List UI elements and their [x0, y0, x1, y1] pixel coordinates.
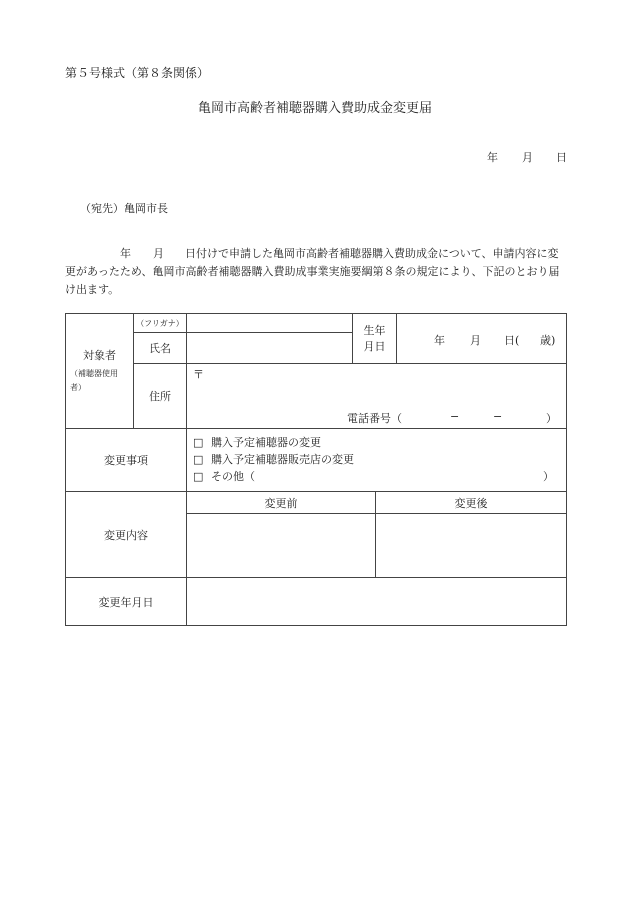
option-label: 購入予定補聴器販売店の変更 — [211, 453, 354, 466]
furigana-label: （フリガナ） — [134, 314, 187, 333]
checkbox[interactable]: □ — [193, 453, 204, 466]
birth-age-label: 歳) — [540, 334, 556, 347]
birth-month-label: 月 — [470, 334, 481, 347]
name-label: 氏名 — [134, 333, 187, 364]
addressee: （宛先）亀岡市長 — [80, 202, 168, 215]
after-label: 変更後 — [376, 492, 567, 514]
address-field[interactable] — [187, 364, 567, 429]
birth-year-label: 年 — [434, 334, 445, 347]
address-label: 住所 — [134, 364, 187, 429]
other-close: ） — [543, 470, 554, 483]
birth-label-2: 月日 — [363, 339, 386, 353]
subject-label: 対象者 — [83, 349, 116, 362]
change-content-label: 変更内容 — [66, 492, 187, 578]
before-label: 変更前 — [187, 492, 376, 514]
option-store[interactable] — [187, 451, 566, 468]
checkbox[interactable]: □ — [193, 436, 204, 449]
furigana-field[interactable] — [187, 314, 353, 333]
phone-dash-1: − — [450, 410, 460, 423]
subject-cell — [66, 314, 134, 429]
birth-day-label: 日( — [504, 334, 520, 347]
after-field[interactable] — [376, 514, 567, 578]
intro-line2: 更があったため、亀岡市高齢者補聴器購入費助成事業実施要綱第８条の規定により、下記のとおり届 — [65, 265, 560, 278]
birth-label-1: 生年 — [363, 323, 386, 337]
intro-month: 月 — [153, 247, 164, 260]
phone-dash-2: − — [493, 410, 503, 423]
change-item-options — [187, 429, 567, 492]
birth-date-field[interactable] — [397, 314, 567, 364]
subject-note: （補聴器使用者） — [70, 369, 118, 392]
document-title: 亀岡市高齢者補聴器購入費助成金変更届 — [197, 101, 432, 116]
name-field[interactable] — [187, 333, 353, 364]
before-field[interactable] — [187, 514, 376, 578]
postal-mark: 〒 — [193, 368, 204, 381]
intro-line3: け出ます。 — [65, 283, 120, 296]
option-hearing-aid[interactable] — [187, 434, 566, 451]
date-year-label: 年 — [487, 151, 498, 164]
change-date-field[interactable] — [187, 578, 567, 626]
option-other[interactable] — [187, 468, 566, 485]
phone-close: ） — [546, 412, 557, 425]
form-number: 第５号様式（第８条関係） — [65, 66, 210, 80]
change-date-label: 変更年月日 — [66, 578, 187, 626]
checkbox[interactable]: □ — [193, 470, 204, 483]
intro-year: 年 — [120, 247, 131, 260]
intro-line1: 日付けで申請した亀岡市高齢者補聴器購入費助成金について、申請内容に変 — [185, 247, 559, 260]
body-paragraph — [65, 245, 567, 299]
option-label: その他（ — [211, 470, 255, 483]
change-item-label: 変更事項 — [66, 429, 187, 492]
change-form-table — [65, 313, 567, 626]
phone-label: 電話番号（ — [347, 412, 402, 425]
date-day-label: 日 — [556, 151, 567, 164]
option-label: 購入予定補聴器の変更 — [211, 436, 321, 449]
birth-label-cell — [353, 314, 397, 364]
date-month-label: 月 — [522, 151, 533, 164]
